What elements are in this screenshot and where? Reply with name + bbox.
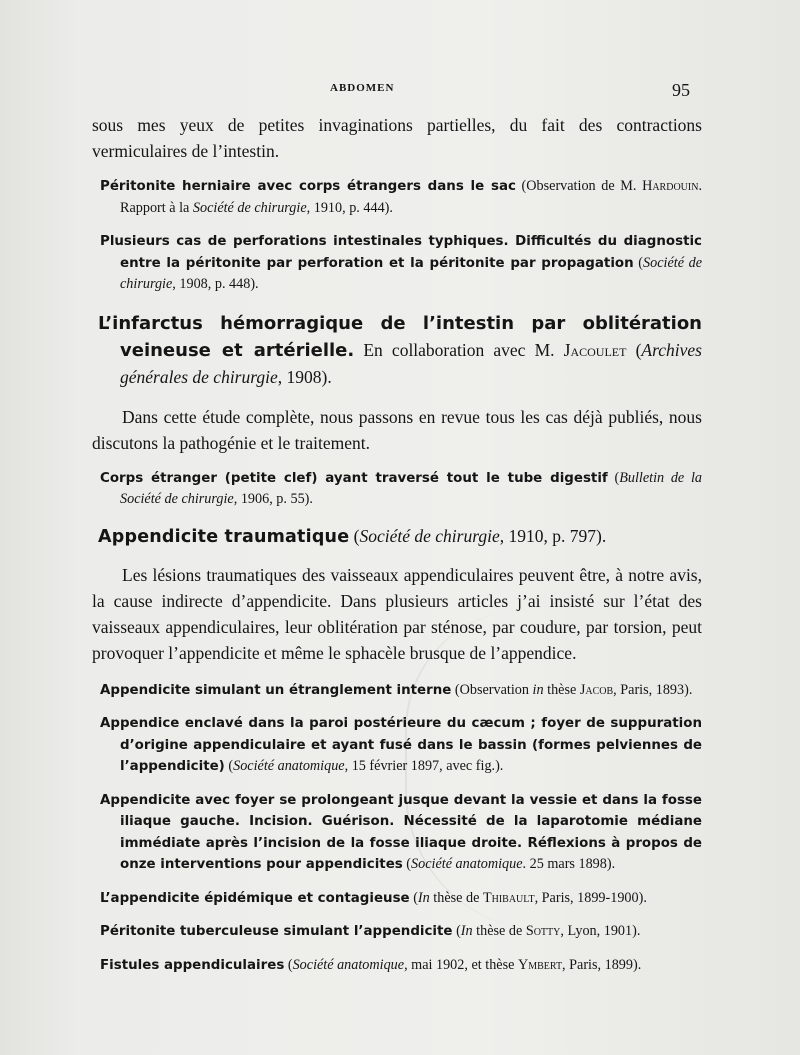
entry-appendicite-epidemique: L’appendicite épidémique et contagieuse (In thèse de Thibault, Paris, 1899-1900). [100, 889, 647, 906]
entry-appendicite-etranglement: Appendicite simulant un étranglement interne (Observation in thèse Jacob, Paris, 1893). [100, 681, 693, 698]
entry-title: Péritonite herniaire avec corps étrangers dans le sac [100, 179, 516, 194]
entry-title: L’infarctus hémorragique de l’intestin par oblitération veineuse et artérielle. [98, 312, 702, 361]
entry-appendicite-traumatique: Appendicite traumatique (Société de chirurgie, 1910, p. 797). [98, 525, 607, 547]
entry-title: Appendicite traumatique [98, 526, 350, 547]
paragraph-continuation: sous mes yeux de petites invaginations partielles, du fait des contractions vermiculaires de l’intestin. [92, 115, 702, 161]
entry-fistules-appendiculaires: Fistules appendiculaires (Société anatomique, mai 1902, et thèse Ymbert, Paris, 1899). [100, 956, 642, 973]
page-body [92, 112, 702, 976]
page-header [0, 76, 800, 106]
entry-title: L’appendicite épidémique et contagieuse [100, 890, 410, 906]
paragraph-etude: Dans cette étude complète, nous passons en revue tous les cas déjà publiés, nous discutons la pathogénie et le traitement. [92, 406, 702, 453]
entry-appendice-enclave: Appendice enclavé dans la paroi postérieure du cæcum ; foyer de suppuration d’origine appendiculaire et ayant fusé dans le bassin (formes pelviennes de l’appendicite) (Société anatomique, 15 février 1897, avec fig.). [100, 716, 702, 774]
entry-appendicite-foyer: Appendicite avec foyer se prolongeant jusque devant la vessie et dans la fosse iliaque gauche. Incision. Guérison. Nécessité de la laparotomie médiane immédiate après l’incision de la fosse iliaque droite. Réflexions à propos de onze interventions pour appendicites (Société anatomique. 25 mars 1898). [100, 792, 702, 872]
entry-title: Péritonite tuberculeuse simulant l’appendicite [100, 924, 453, 939]
entry-title: Corps étranger (petite clef) ayant traversé tout le tube digestif [100, 470, 608, 486]
entry-title: Appendice enclavé dans la paroi postérieure du cæcum ; foyer de suppuration d’origine appendiculaire et ayant fusé dans le bassin (formes pelviennes de l’appendicite) [100, 716, 702, 774]
entry-infarctus-hemorragique: L’infarctus hémorragique de l’intestin par oblitération veineuse et artérielle. En collaboration avec M. Jacoulet (Archives générales de chirurgie, 1908). [98, 312, 702, 387]
paragraph-lesions: Les lésions traumatiques des vaisseaux appendiculaires peuvent être, à notre avis, la cause indirecte d’appendicite. Dans plusieurs articles j’ai insisté sur l’état des vaisseaux appendiculaires, leur oblitération par sténose, par coudure, par torsion, peut provoquer l’appendicite et même le sphacèle brusque de l’appendice. [92, 564, 702, 663]
entry-title: Plusieurs cas de perforations intestinales typhiques. Difficultés du diagnostic entre la péritonite par perforation et la péritonite par propagation [100, 234, 702, 271]
entry-peritonite-herniaire: Péritonite herniaire avec corps étrangers dans le sac (Observation de M. Hardouin. Rapport à la Société de chirurgie, 1910, p. 444). [100, 178, 702, 216]
entry-title: Fistules appendiculaires [100, 957, 285, 973]
entry-corps-etranger: Corps étranger (petite clef) ayant traversé tout le tube digestif (Bulletin de la Société de chirurgie, 1906, p. 55). [100, 469, 702, 507]
page-number: 95 [672, 80, 690, 100]
running-head: ABDOMEN [330, 82, 395, 94]
entry-title: Appendicite avec foyer se prolongeant jusque devant la vessie et dans la fosse iliaque gauche. Incision. Guérison. Nécessité de la laparotomie médiane immédiate après l’incision de la fosse iliaque droite. Réflexions à propos de onze interventions pour appendicites [100, 792, 702, 872]
entry-perforations-typhiques: Plusieurs cas de perforations intestinales typhiques. Difficultés du diagnostic entre la péritonite par perforation et la péritonite par propagation (Société de chirurgie, 1908, p. 448). [100, 234, 703, 292]
entry-title: Appendicite simulant un étranglement interne [100, 682, 452, 698]
entry-peritonite-tuberculeuse: Péritonite tuberculeuse simulant l’appendicite (In thèse de Sotty, Lyon, 1901). [100, 923, 641, 939]
